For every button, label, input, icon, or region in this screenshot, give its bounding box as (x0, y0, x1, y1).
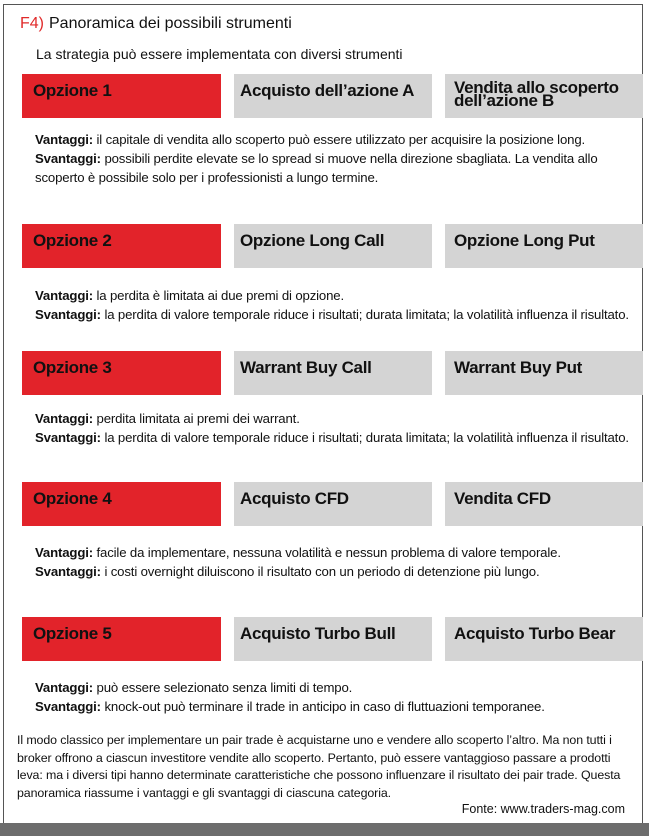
cons-line (35, 562, 635, 581)
instrument-a-box: Acquisto CFD (234, 482, 432, 526)
option-row-4 (22, 482, 643, 526)
pros-line (35, 130, 635, 149)
instrument-b-box: Opzione Long Put (445, 224, 643, 268)
option-row-1 (22, 74, 643, 118)
option-1-description (35, 130, 635, 187)
instrument-a-box: Warrant Buy Call (234, 351, 432, 395)
pros-text: il capitale di vendita allo scoperto può essere utilizzato per acquisire la posizione long. (96, 132, 586, 147)
pros-text: può essere selezionato senza limiti di tempo. (96, 680, 353, 695)
pros-label: Vantaggi: (35, 680, 93, 695)
cons-line (35, 697, 635, 716)
instrument-b-box: Acquisto Turbo Bear (445, 617, 643, 661)
option-label-box: Opzione 4 (22, 482, 221, 526)
option-row-5 (22, 617, 643, 661)
cons-label: Svantaggi: (35, 699, 101, 714)
cons-text: possibili perdite elevate se lo spread si muove nella direzione sbagliata. La vendita allo scoperto è possibile solo per i professionisti a lungo termine. (35, 151, 598, 185)
cons-label: Svantaggi: (35, 430, 101, 445)
pros-line (35, 409, 635, 428)
bottom-bar (0, 823, 649, 836)
option-label-box: Opzione 3 (22, 351, 221, 395)
option-label-box: Opzione 2 (22, 224, 221, 268)
footer-paragraph: Il modo classico per implementare un pair trade è acquistarne uno e vendere allo scoperto l’altro. Ma non tutti i broker offrono a ciascun investitore vendite allo scoperto. Pertanto, può essere vantaggioso passare a prodotti leva: ma i diversi tipi hanno determinate caratteristiche che possono influenzare il risultato dei pair trade. Questa panoramica riassume i vantaggi e gli svantaggi di ciascuna categoria. (17, 733, 621, 800)
option-5-description (35, 678, 635, 716)
instrument-b-box: Vendita CFD (445, 482, 643, 526)
pros-line (35, 678, 635, 697)
instrument-a-box: Acquisto Turbo Bull (234, 617, 432, 661)
cons-text: i costi overnight diluiscono il risultato con un periodo di detenzione più lungo. (104, 564, 540, 579)
source-credit: Fonte: www.traders-mag.com (461, 802, 625, 816)
cons-line (35, 305, 635, 324)
pros-text: perdita limitata ai premi dei warrant. (96, 411, 300, 426)
option-3-description (35, 409, 635, 447)
pros-text: la perdita è limitata ai due premi di opzione. (96, 288, 344, 303)
cons-text: knock-out può terminare il trade in anticipo in caso di fluttuazioni temporanee. (104, 699, 545, 714)
figure-subtitle: La strategia può essere implementata con diversi strumenti (36, 46, 403, 62)
cons-label: Svantaggi: (35, 564, 101, 579)
pros-line (35, 286, 635, 305)
option-2-description (35, 286, 635, 324)
pros-line (35, 543, 635, 562)
pros-label: Vantaggi: (35, 132, 93, 147)
cons-label: Svantaggi: (35, 151, 101, 166)
option-4-description (35, 543, 635, 581)
cons-line (35, 428, 635, 447)
cons-text: la perdita di valore temporale riduce i risultati; durata limitata; la volatilità influenza il risultato. (104, 307, 629, 322)
figure-title-text: Panoramica dei possibili strumenti (49, 15, 292, 32)
pros-label: Vantaggi: (35, 288, 93, 303)
instrument-a-box: Opzione Long Call (234, 224, 432, 268)
instrument-b-box: Vendita allo scoperto dell’azione B (445, 74, 643, 118)
pros-text: facile da implementare, nessuna volatilità e nessun problema di valore temporale. (96, 545, 561, 560)
pros-label: Vantaggi: (35, 545, 93, 560)
cons-line (35, 149, 635, 187)
option-label-box: Opzione 5 (22, 617, 221, 661)
figure-frame (3, 4, 643, 825)
figure-title (20, 15, 292, 33)
cons-text: la perdita di valore temporale riduce i risultati; durata limitata; la volatilità influenza il risultato. (104, 430, 629, 445)
option-row-3 (22, 351, 643, 395)
instrument-a-box: Acquisto dell’azione A (234, 74, 432, 118)
instrument-b-box: Warrant Buy Put (445, 351, 643, 395)
option-label-box: Opzione 1 (22, 74, 221, 118)
figure-code: F4) (20, 15, 44, 32)
pros-label: Vantaggi: (35, 411, 93, 426)
cons-label: Svantaggi: (35, 307, 101, 322)
option-row-2 (22, 224, 643, 268)
